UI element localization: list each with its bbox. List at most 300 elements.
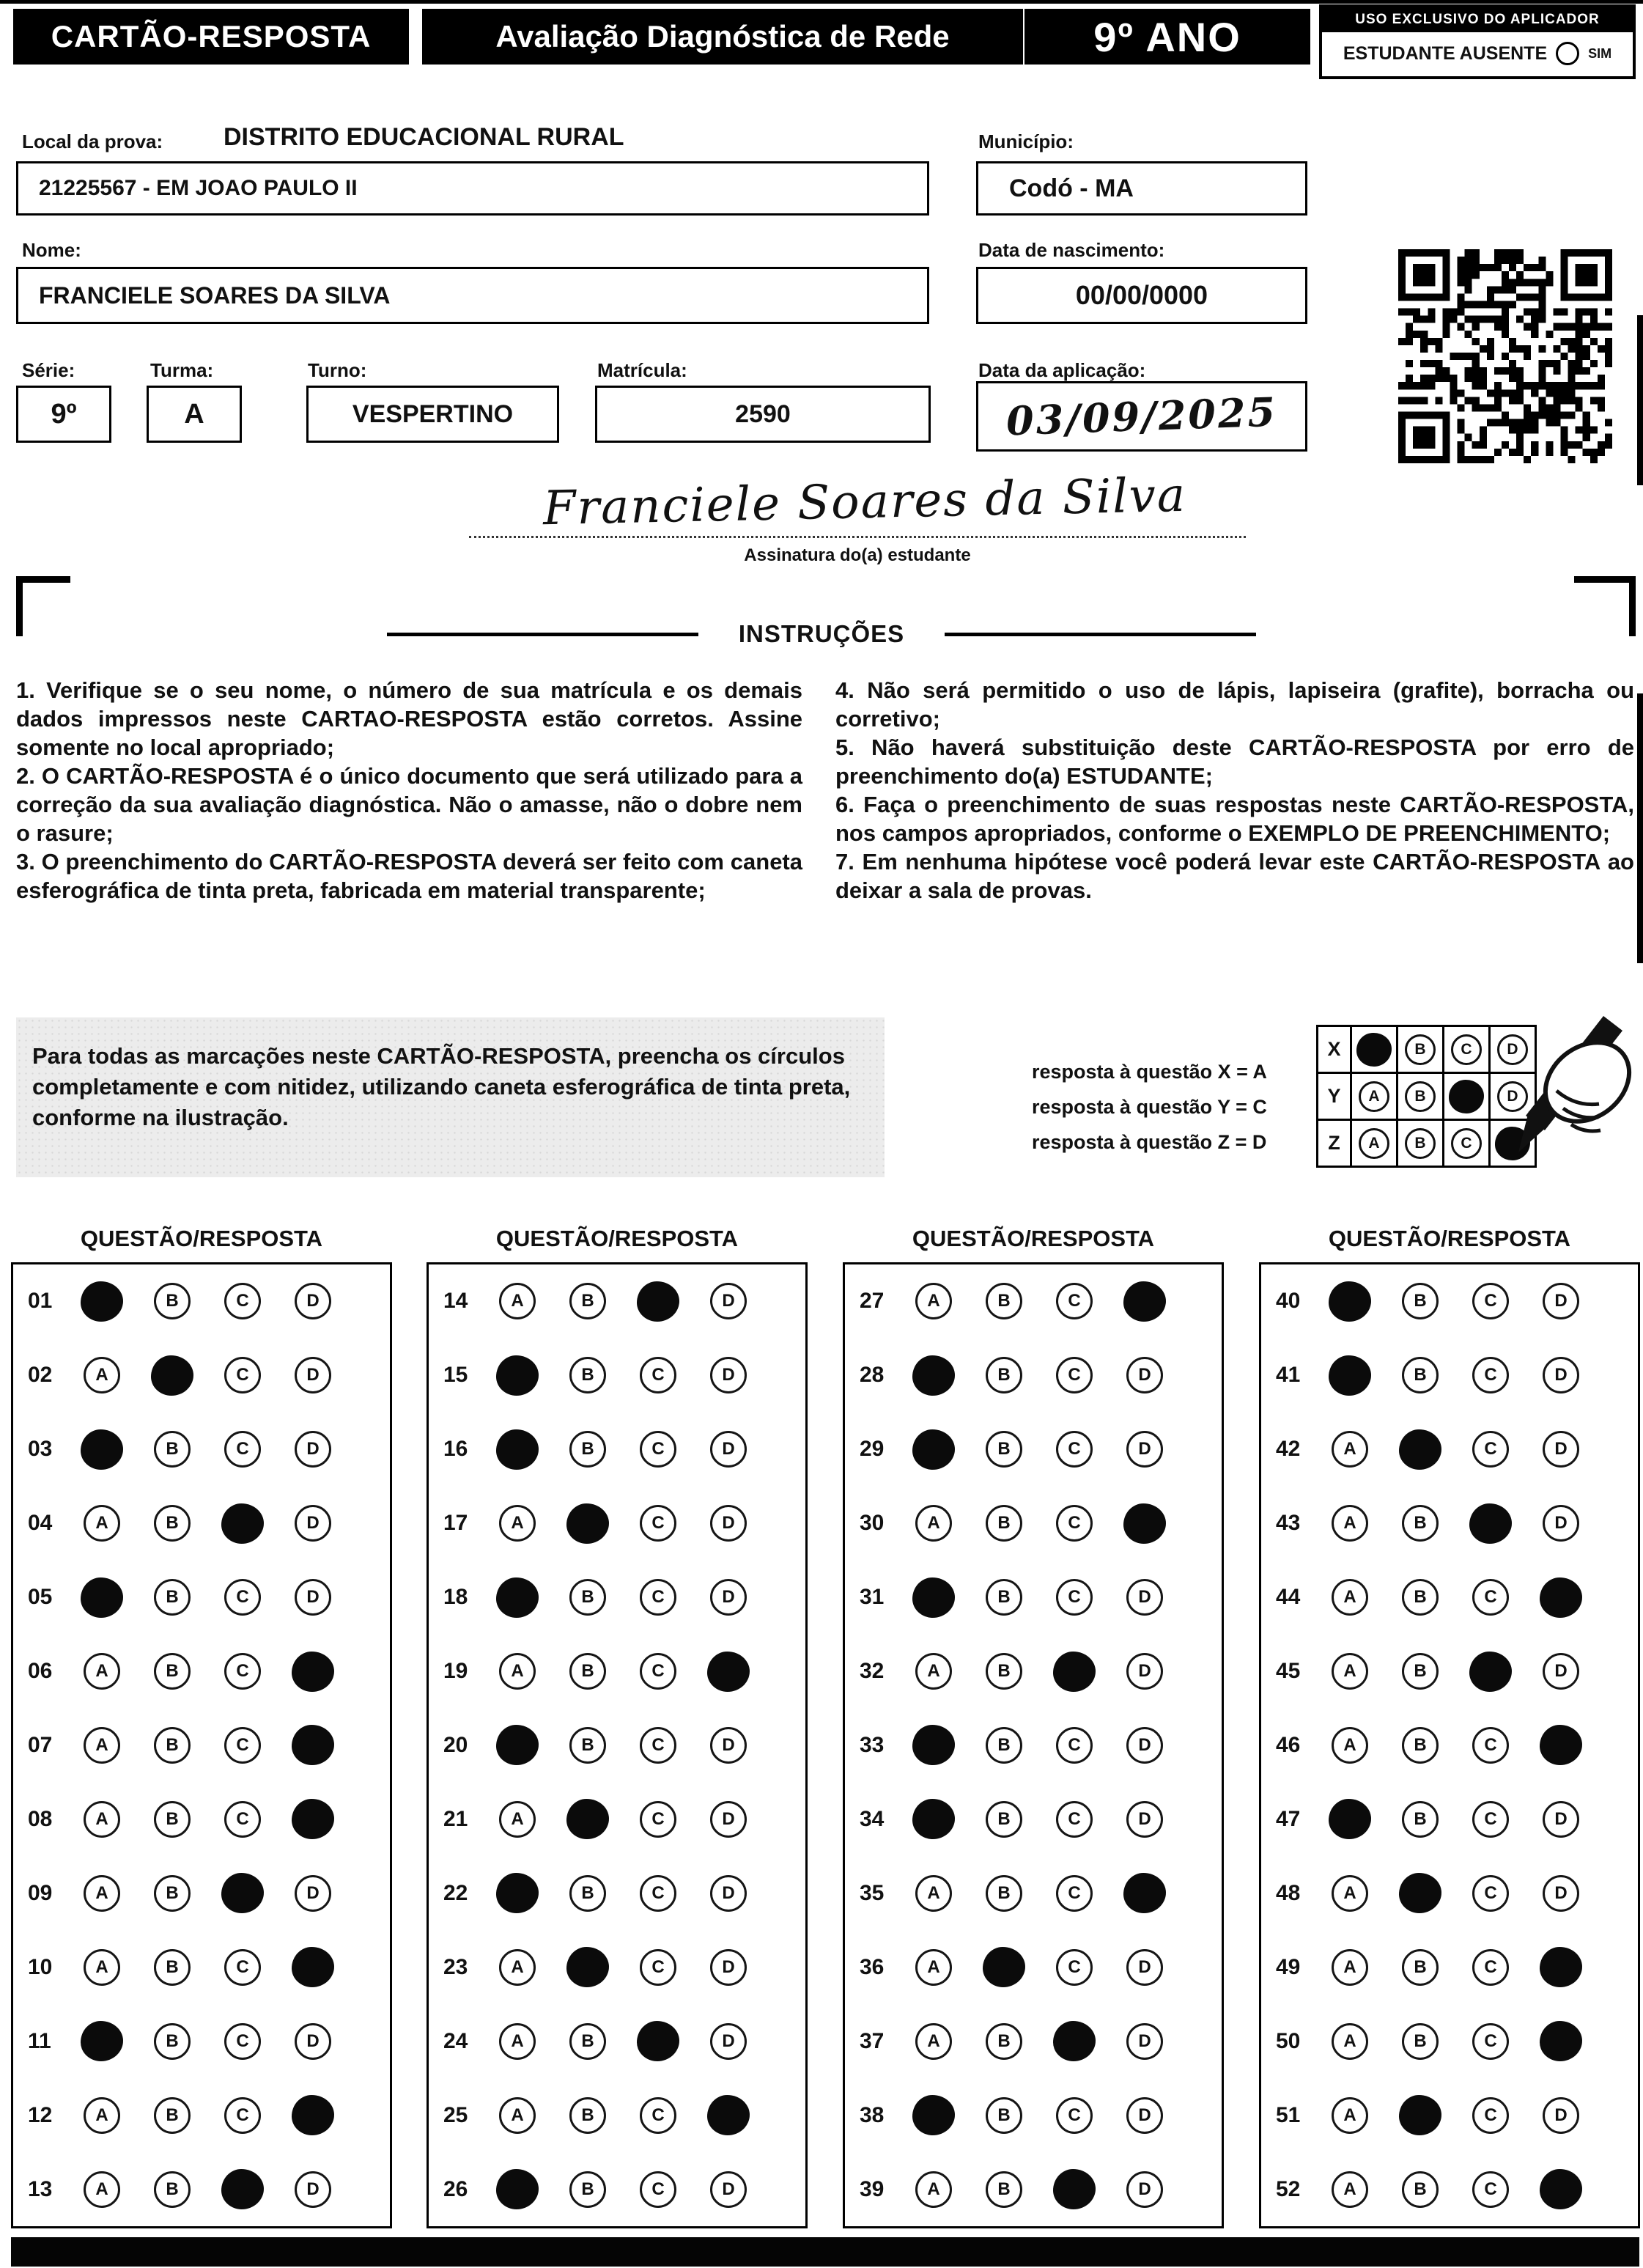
answer-bubble-38-C[interactable]: C bbox=[1056, 2097, 1093, 2134]
question-number: 05 bbox=[28, 1585, 53, 1610]
answer-bubble-31-C[interactable]: C bbox=[1056, 1579, 1093, 1616]
answer-bubble-41-B[interactable]: B bbox=[1402, 1357, 1439, 1393]
answer-bubble-47-B[interactable]: B bbox=[1402, 1801, 1439, 1838]
answer-bubble-15-D[interactable]: D bbox=[710, 1357, 747, 1393]
answer-bubble-05-B[interactable]: B bbox=[154, 1579, 191, 1616]
answer-bubble-18-C[interactable]: C bbox=[640, 1579, 676, 1616]
answer-bubble-02-B[interactable] bbox=[151, 1355, 193, 1396]
answer-bubble-16-A[interactable] bbox=[496, 1429, 539, 1470]
answer-bubble-39-B[interactable]: B bbox=[986, 2171, 1022, 2208]
answer-bubble-16-D[interactable]: D bbox=[710, 1431, 747, 1468]
answer-bubble-21-A[interactable]: A bbox=[499, 1801, 536, 1838]
answer-bubble-28-C[interactable]: C bbox=[1056, 1357, 1093, 1393]
answer-bubble-19-D[interactable] bbox=[707, 1652, 750, 1692]
answer-bubble-06-D[interactable] bbox=[292, 1652, 334, 1692]
signature-line[interactable] bbox=[469, 482, 1246, 538]
answer-bubble-03-D[interactable]: D bbox=[295, 1431, 331, 1468]
example-cell-Z-A bbox=[1352, 1121, 1398, 1168]
answer-bubble-50-C[interactable]: C bbox=[1472, 2023, 1509, 2060]
example-bubble-Y-D[interactable]: D bbox=[1497, 1081, 1528, 1112]
question-row-36 bbox=[845, 1930, 1222, 2004]
question-row-50 bbox=[1261, 2004, 1638, 2078]
answer-bubble-02-C[interactable]: C bbox=[224, 1357, 261, 1393]
answer-bubble-49-D[interactable] bbox=[1540, 1947, 1582, 1987]
matricula-label: Matrícula: bbox=[597, 359, 687, 381]
question-row-28 bbox=[845, 1339, 1222, 1413]
answer-bubble-08-D[interactable] bbox=[292, 1799, 334, 1839]
question-row-24 bbox=[429, 2004, 805, 2078]
instructions-rule-right bbox=[945, 633, 1256, 636]
question-row-03 bbox=[13, 1413, 390, 1487]
question-row-32 bbox=[845, 1635, 1222, 1709]
answer-bubble-43-A[interactable]: A bbox=[1332, 1505, 1368, 1542]
answer-bubble-30-C[interactable]: C bbox=[1056, 1505, 1093, 1542]
answer-bubble-22-D[interactable]: D bbox=[710, 1875, 747, 1912]
answer-bubble-35-D[interactable] bbox=[1123, 1873, 1166, 1913]
answer-bubble-04-B[interactable]: B bbox=[154, 1505, 191, 1542]
question-number: 35 bbox=[860, 1880, 885, 1905]
answer-bubble-06-C[interactable]: C bbox=[224, 1653, 261, 1690]
answer-bubble-03-B[interactable]: B bbox=[154, 1431, 191, 1468]
example-bubble-X-C[interactable]: C bbox=[1451, 1034, 1482, 1065]
answer-bubble-41-C[interactable]: C bbox=[1472, 1357, 1509, 1393]
answer-bubble-30-A[interactable]: A bbox=[915, 1505, 952, 1542]
answer-bubble-23-D[interactable]: D bbox=[710, 1949, 747, 1986]
question-number: 17 bbox=[443, 1511, 468, 1536]
question-number: 39 bbox=[860, 2176, 885, 2201]
answer-bubble-14-C[interactable] bbox=[637, 1281, 679, 1322]
answer-bubble-11-C[interactable]: C bbox=[224, 2023, 261, 2060]
question-number: 24 bbox=[443, 2028, 468, 2053]
answer-bubble-28-D[interactable]: D bbox=[1126, 1357, 1163, 1393]
question-row-35 bbox=[845, 1856, 1222, 1930]
absent-bubble[interactable] bbox=[1556, 42, 1579, 65]
answer-bubble-38-D[interactable]: D bbox=[1126, 2097, 1163, 2134]
example-bubble-Y-C[interactable] bbox=[1449, 1080, 1484, 1113]
answer-bubble-40-B[interactable]: B bbox=[1402, 1283, 1439, 1319]
answer-bubble-07-B[interactable]: B bbox=[154, 1727, 191, 1764]
answers-column-1 bbox=[11, 1262, 392, 2228]
answer-bubble-27-D[interactable] bbox=[1123, 1281, 1166, 1322]
answer-bubble-07-A[interactable]: A bbox=[84, 1727, 120, 1764]
answers-header-1: QUESTÃO/RESPOSTA bbox=[80, 1226, 323, 1251]
answer-bubble-36-D[interactable]: D bbox=[1126, 1949, 1163, 1986]
question-row-48 bbox=[1261, 1856, 1638, 1930]
absent-option-label: SIM bbox=[1588, 45, 1612, 61]
example-caption-x: resposta à questão X = A bbox=[1032, 1061, 1267, 1083]
example-bubble-Z-B[interactable]: B bbox=[1405, 1128, 1436, 1159]
answers-header-2: QUESTÃO/RESPOSTA bbox=[495, 1226, 739, 1251]
example-bubble-Z-A[interactable]: A bbox=[1359, 1128, 1389, 1159]
answer-bubble-10-A[interactable]: A bbox=[84, 1949, 120, 1986]
answer-bubble-10-D[interactable] bbox=[292, 1947, 334, 1987]
answer-bubble-06-B[interactable]: B bbox=[154, 1653, 191, 1690]
answer-bubble-26-C[interactable]: C bbox=[640, 2171, 676, 2208]
answer-bubble-02-A[interactable]: A bbox=[84, 1357, 120, 1393]
answer-bubble-51-A[interactable]: A bbox=[1332, 2097, 1368, 2134]
answer-bubble-09-B[interactable]: B bbox=[154, 1875, 191, 1912]
answer-bubble-09-C[interactable] bbox=[221, 1873, 264, 1913]
question-row-39 bbox=[845, 2152, 1222, 2226]
answer-bubble-46-B[interactable]: B bbox=[1402, 1727, 1439, 1764]
answer-bubble-03-A[interactable] bbox=[81, 1429, 123, 1470]
question-number: 23 bbox=[443, 1954, 468, 1979]
answer-bubble-42-C[interactable]: C bbox=[1472, 1431, 1509, 1468]
question-row-46 bbox=[1261, 1709, 1638, 1783]
answer-bubble-10-C[interactable]: C bbox=[224, 1949, 261, 1986]
answer-bubble-45-A[interactable]: A bbox=[1332, 1653, 1368, 1690]
example-bubble-X-B[interactable]: B bbox=[1405, 1034, 1436, 1065]
answer-bubble-13-D[interactable]: D bbox=[295, 2171, 331, 2208]
question-row-14 bbox=[429, 1264, 805, 1339]
answer-bubble-33-D[interactable]: D bbox=[1126, 1727, 1163, 1764]
answer-bubble-37-A[interactable]: A bbox=[915, 2023, 952, 2060]
answer-bubble-33-C[interactable]: C bbox=[1056, 1727, 1093, 1764]
answer-bubble-29-B[interactable]: B bbox=[986, 1431, 1022, 1468]
answer-bubble-09-D[interactable]: D bbox=[295, 1875, 331, 1912]
answer-bubble-46-A[interactable]: A bbox=[1332, 1727, 1368, 1764]
answer-bubble-18-D[interactable]: D bbox=[710, 1579, 747, 1616]
question-number: 02 bbox=[28, 1363, 53, 1388]
answer-bubble-44-A[interactable]: A bbox=[1332, 1579, 1368, 1616]
answer-bubble-47-D[interactable]: D bbox=[1543, 1801, 1579, 1838]
answer-bubble-43-C[interactable] bbox=[1469, 1503, 1512, 1544]
answer-bubble-50-A[interactable]: A bbox=[1332, 2023, 1368, 2060]
question-number: 29 bbox=[860, 1437, 885, 1462]
answer-bubble-17-A[interactable]: A bbox=[499, 1505, 536, 1542]
answer-bubble-28-B[interactable]: B bbox=[986, 1357, 1022, 1393]
question-row-10 bbox=[13, 1930, 390, 2004]
question-number: 07 bbox=[28, 1732, 53, 1757]
example-caption-y: resposta à questão Y = C bbox=[1032, 1096, 1267, 1118]
answer-bubble-40-A[interactable] bbox=[1329, 1281, 1371, 1322]
answer-bubble-25-D[interactable] bbox=[707, 2095, 750, 2135]
answer-bubble-12-C[interactable]: C bbox=[224, 2097, 261, 2134]
question-row-27 bbox=[845, 1264, 1222, 1339]
answer-bubble-11-D[interactable]: D bbox=[295, 2023, 331, 2060]
municipio-field: Codó - MA bbox=[976, 161, 1307, 216]
answer-bubble-21-D[interactable]: D bbox=[710, 1801, 747, 1838]
question-number: 46 bbox=[1276, 1732, 1301, 1757]
answer-bubble-49-A[interactable]: A bbox=[1332, 1949, 1368, 1986]
instruction-item-5: 5. Não haverá substituição deste CARTÃO-RESPOSTA por erro de preenchimento do(a) ESTUDANTE; bbox=[835, 734, 1634, 789]
turno-label: Turno: bbox=[308, 359, 367, 381]
answer-bubble-17-D[interactable]: D bbox=[710, 1505, 747, 1542]
answer-bubble-48-B[interactable] bbox=[1399, 1873, 1441, 1913]
question-row-37 bbox=[845, 2004, 1222, 2078]
answer-bubble-08-C[interactable]: C bbox=[224, 1801, 261, 1838]
question-row-19 bbox=[429, 1635, 805, 1709]
answer-bubble-29-C[interactable]: C bbox=[1056, 1431, 1093, 1468]
answer-bubble-18-B[interactable]: B bbox=[569, 1579, 606, 1616]
answer-bubble-38-A[interactable] bbox=[912, 2095, 955, 2135]
answer-bubble-35-C[interactable]: C bbox=[1056, 1875, 1093, 1912]
answer-bubble-52-B[interactable]: B bbox=[1402, 2171, 1439, 2208]
answer-bubble-21-B[interactable] bbox=[566, 1799, 609, 1839]
answer-bubble-04-A[interactable]: A bbox=[84, 1505, 120, 1542]
answer-bubble-20-D[interactable]: D bbox=[710, 1727, 747, 1764]
question-number: 10 bbox=[28, 1954, 53, 1979]
answer-bubble-42-D[interactable]: D bbox=[1543, 1431, 1579, 1468]
answer-bubble-47-A[interactable] bbox=[1329, 1799, 1371, 1839]
answer-bubble-13-A[interactable]: A bbox=[84, 2171, 120, 2208]
answer-bubble-41-A[interactable] bbox=[1329, 1355, 1371, 1396]
answer-bubble-19-A[interactable]: A bbox=[499, 1653, 536, 1690]
answer-bubble-34-D[interactable]: D bbox=[1126, 1801, 1163, 1838]
answer-bubble-32-A[interactable]: A bbox=[915, 1653, 952, 1690]
question-number: 01 bbox=[28, 1289, 53, 1314]
answer-bubble-23-B[interactable] bbox=[566, 1947, 609, 1987]
answer-bubble-27-B[interactable]: B bbox=[986, 1283, 1022, 1319]
answer-bubble-52-C[interactable]: C bbox=[1472, 2171, 1509, 2208]
question-number: 08 bbox=[28, 1806, 53, 1831]
answer-bubble-31-B[interactable]: B bbox=[986, 1579, 1022, 1616]
answer-bubble-46-D[interactable] bbox=[1540, 1725, 1582, 1765]
answer-bubble-03-C[interactable]: C bbox=[224, 1431, 261, 1468]
answer-bubble-49-C[interactable]: C bbox=[1472, 1949, 1509, 1986]
answer-bubble-01-A[interactable] bbox=[81, 1281, 123, 1322]
question-number: 49 bbox=[1276, 1954, 1301, 1979]
answer-bubble-25-B[interactable]: B bbox=[569, 2097, 606, 2134]
answer-bubble-24-A[interactable]: A bbox=[499, 2023, 536, 2060]
local-label: Local da prova: bbox=[22, 130, 163, 152]
answer-bubble-51-B[interactable] bbox=[1399, 2095, 1441, 2135]
aplicacao-handwritten-date: 03/09/2025 bbox=[1005, 388, 1279, 445]
answer-bubble-33-A[interactable] bbox=[912, 1725, 955, 1765]
answer-bubble-11-A[interactable] bbox=[81, 2021, 123, 2061]
question-row-08 bbox=[13, 1782, 390, 1856]
answer-bubble-44-B[interactable]: B bbox=[1402, 1579, 1439, 1616]
example-bubble-X-A[interactable] bbox=[1356, 1033, 1392, 1067]
answer-bubble-45-B[interactable]: B bbox=[1402, 1653, 1439, 1690]
question-number: 38 bbox=[860, 2102, 885, 2127]
answer-bubble-08-B[interactable]: B bbox=[154, 1801, 191, 1838]
answer-bubble-04-C[interactable] bbox=[221, 1503, 264, 1544]
answer-bubble-44-D[interactable] bbox=[1540, 1577, 1582, 1618]
answer-bubble-07-C[interactable]: C bbox=[224, 1727, 261, 1764]
example-cell-Y-C bbox=[1444, 1074, 1491, 1121]
answer-bubble-45-D[interactable]: D bbox=[1543, 1653, 1579, 1690]
instructions-header bbox=[0, 620, 1643, 648]
question-row-42 bbox=[1261, 1413, 1638, 1487]
answer-bubble-15-B[interactable]: B bbox=[569, 1357, 606, 1393]
answer-bubble-18-A[interactable] bbox=[496, 1577, 539, 1618]
question-number: 32 bbox=[860, 1659, 885, 1684]
nome-label: Nome: bbox=[22, 239, 81, 261]
answer-bubble-05-A[interactable] bbox=[81, 1577, 123, 1618]
question-number: 15 bbox=[443, 1363, 468, 1388]
answer-bubble-30-D[interactable] bbox=[1123, 1503, 1166, 1544]
answer-bubble-14-A[interactable]: A bbox=[499, 1283, 536, 1319]
answer-bubble-37-B[interactable]: B bbox=[986, 2023, 1022, 2060]
answer-bubble-36-B[interactable] bbox=[983, 1947, 1025, 1987]
question-number: 31 bbox=[860, 1585, 885, 1610]
answer-bubble-32-D[interactable]: D bbox=[1126, 1653, 1163, 1690]
answer-bubble-04-D[interactable]: D bbox=[295, 1505, 331, 1542]
answer-bubble-48-C[interactable]: C bbox=[1472, 1875, 1509, 1912]
question-row-38 bbox=[845, 2078, 1222, 2152]
answer-bubble-10-B[interactable]: B bbox=[154, 1949, 191, 1986]
answer-bubble-51-D[interactable]: D bbox=[1543, 2097, 1579, 2134]
turno-field: VESPERTINO bbox=[306, 386, 559, 443]
question-row-20 bbox=[429, 1709, 805, 1783]
answer-bubble-36-A[interactable]: A bbox=[915, 1949, 952, 1986]
answer-bubble-01-D[interactable]: D bbox=[295, 1283, 331, 1319]
answer-bubble-01-C[interactable]: C bbox=[224, 1283, 261, 1319]
answer-bubble-28-A[interactable] bbox=[912, 1355, 955, 1396]
answer-bubble-15-A[interactable] bbox=[496, 1355, 539, 1396]
answer-bubble-42-A[interactable]: A bbox=[1332, 1431, 1368, 1468]
question-number: 21 bbox=[443, 1806, 468, 1831]
answer-bubble-02-D[interactable]: D bbox=[295, 1357, 331, 1393]
answer-bubble-07-D[interactable] bbox=[292, 1725, 334, 1765]
question-row-25 bbox=[429, 2078, 805, 2152]
answer-bubble-50-D[interactable] bbox=[1540, 2021, 1582, 2061]
answer-bubble-15-C[interactable]: C bbox=[640, 1357, 676, 1393]
answer-bubble-37-C[interactable] bbox=[1053, 2021, 1096, 2061]
answer-bubble-24-C[interactable] bbox=[637, 2021, 679, 2061]
answer-bubble-40-C[interactable]: C bbox=[1472, 1283, 1509, 1319]
answer-bubble-37-D[interactable]: D bbox=[1126, 2023, 1163, 2060]
answer-bubble-05-C[interactable]: C bbox=[224, 1579, 261, 1616]
answer-bubble-14-B[interactable]: B bbox=[569, 1283, 606, 1319]
aplicador-box bbox=[1319, 4, 1636, 79]
answer-bubble-46-C[interactable]: C bbox=[1472, 1727, 1509, 1764]
answer-bubble-24-D[interactable]: D bbox=[710, 2023, 747, 2060]
answer-bubble-21-C[interactable]: C bbox=[640, 1801, 676, 1838]
answer-bubble-13-B[interactable]: B bbox=[154, 2171, 191, 2208]
answer-bubble-22-C[interactable]: C bbox=[640, 1875, 676, 1912]
answer-bubble-27-C[interactable]: C bbox=[1056, 1283, 1093, 1319]
question-number: 52 bbox=[1276, 2176, 1301, 2201]
answer-bubble-44-C[interactable]: C bbox=[1472, 1579, 1509, 1616]
answer-bubble-40-D[interactable]: D bbox=[1543, 1283, 1579, 1319]
answer-bubble-22-B[interactable]: B bbox=[569, 1875, 606, 1912]
answer-bubble-43-D[interactable]: D bbox=[1543, 1505, 1579, 1542]
example-bubble-Z-C[interactable]: C bbox=[1451, 1128, 1482, 1159]
question-number: 42 bbox=[1276, 1437, 1301, 1462]
question-number: 45 bbox=[1276, 1659, 1301, 1684]
answer-bubble-16-C[interactable]: C bbox=[640, 1431, 676, 1468]
answer-bubble-16-B[interactable]: B bbox=[569, 1431, 606, 1468]
answer-bubble-39-D[interactable]: D bbox=[1126, 2171, 1163, 2208]
answer-bubble-30-B[interactable]: B bbox=[986, 1505, 1022, 1542]
answer-bubble-34-B[interactable]: B bbox=[986, 1801, 1022, 1838]
answer-bubble-34-A[interactable] bbox=[912, 1799, 955, 1839]
question-row-43 bbox=[1261, 1487, 1638, 1561]
right-edge-line-bottom bbox=[1637, 693, 1643, 963]
answer-bubble-26-A[interactable] bbox=[496, 2169, 539, 2209]
sheet-title: CARTÃO-RESPOSTA bbox=[13, 9, 409, 65]
answer-bubble-01-B[interactable]: B bbox=[154, 1283, 191, 1319]
answer-bubble-43-B[interactable]: B bbox=[1402, 1505, 1439, 1542]
answer-bubble-19-C[interactable]: C bbox=[640, 1653, 676, 1690]
question-number: 25 bbox=[443, 2102, 468, 2127]
answer-bubble-32-C[interactable] bbox=[1053, 1652, 1096, 1692]
answer-bubble-38-B[interactable]: B bbox=[986, 2097, 1022, 2134]
answer-bubble-13-C[interactable] bbox=[221, 2169, 264, 2209]
answer-bubble-48-A[interactable]: A bbox=[1332, 1875, 1368, 1912]
question-row-05 bbox=[13, 1561, 390, 1635]
answer-bubble-42-B[interactable] bbox=[1399, 1429, 1441, 1470]
answer-bubble-22-A[interactable] bbox=[496, 1873, 539, 1913]
answer-bubble-25-A[interactable]: A bbox=[499, 2097, 536, 2134]
example-bubble-X-D[interactable]: D bbox=[1497, 1034, 1528, 1065]
question-number: 41 bbox=[1276, 1363, 1301, 1388]
answer-bubble-49-B[interactable]: B bbox=[1402, 1949, 1439, 1986]
answer-bubble-39-A[interactable]: A bbox=[915, 2171, 952, 2208]
answer-bubble-12-A[interactable]: A bbox=[84, 2097, 120, 2134]
question-number: 22 bbox=[443, 1880, 468, 1905]
answer-bubble-20-C[interactable]: C bbox=[640, 1727, 676, 1764]
answer-bubble-32-B[interactable]: B bbox=[986, 1653, 1022, 1690]
answer-bubble-33-B[interactable]: B bbox=[986, 1727, 1022, 1764]
answer-bubble-24-B[interactable]: B bbox=[569, 2023, 606, 2060]
aplicador-title: USO EXCLUSIVO DO APLICADOR bbox=[1322, 7, 1633, 32]
answer-bubble-26-D[interactable]: D bbox=[710, 2171, 747, 2208]
fill-note: Para todas as marcações neste CARTÃO-RESPOSTA, preencha os círculos completamente e com nitidez, utilizando caneta esferográfica de tinta preta, conforme na ilustração. bbox=[32, 1043, 851, 1130]
answer-bubble-26-B[interactable]: B bbox=[569, 2171, 606, 2208]
answer-bubble-06-A[interactable]: A bbox=[84, 1653, 120, 1690]
answer-bubble-35-B[interactable]: B bbox=[986, 1875, 1022, 1912]
answer-bubble-45-C[interactable] bbox=[1469, 1652, 1512, 1692]
answer-bubble-05-D[interactable]: D bbox=[295, 1579, 331, 1616]
answer-bubble-20-A[interactable] bbox=[496, 1725, 539, 1765]
answer-bubble-25-C[interactable]: C bbox=[640, 2097, 676, 2134]
question-row-45 bbox=[1261, 1635, 1638, 1709]
answer-bubble-12-D[interactable] bbox=[292, 2095, 334, 2135]
answer-bubble-17-C[interactable]: C bbox=[640, 1505, 676, 1542]
answer-bubble-23-C[interactable]: C bbox=[640, 1949, 676, 1986]
answer-bubble-19-B[interactable]: B bbox=[569, 1653, 606, 1690]
answer-bubble-27-A[interactable]: A bbox=[915, 1283, 952, 1319]
answer-bubble-31-A[interactable] bbox=[912, 1577, 955, 1618]
answer-bubble-29-A[interactable] bbox=[912, 1429, 955, 1470]
question-number: 13 bbox=[28, 2176, 53, 2201]
example-cell-Z-B bbox=[1398, 1121, 1444, 1168]
answer-bubble-39-C[interactable] bbox=[1053, 2169, 1096, 2209]
example-row-label-Y: Y bbox=[1318, 1074, 1352, 1121]
answer-bubble-11-B[interactable]: B bbox=[154, 2023, 191, 2060]
answer-bubble-52-D[interactable] bbox=[1540, 2169, 1582, 2209]
answer-bubble-35-A[interactable]: A bbox=[915, 1875, 952, 1912]
bottom-edge-bar bbox=[11, 2237, 1639, 2267]
turma-label: Turma: bbox=[150, 359, 214, 381]
grade-badge: 9º ANO bbox=[1024, 9, 1310, 65]
answer-bubble-34-C[interactable]: C bbox=[1056, 1801, 1093, 1838]
answer-bubble-08-A[interactable]: A bbox=[84, 1801, 120, 1838]
answer-bubble-29-D[interactable]: D bbox=[1126, 1431, 1163, 1468]
answer-bubble-41-D[interactable]: D bbox=[1543, 1357, 1579, 1393]
instruction-item-6: 6. Faça o preenchimento de suas respostas neste CARTÃO-RESPOSTA, nos campos apropriados, conforme o EXEMPLO DE PREENCHIMENTO; bbox=[835, 792, 1634, 846]
answer-bubble-31-D[interactable]: D bbox=[1126, 1579, 1163, 1616]
answer-bubble-51-C[interactable]: C bbox=[1472, 2097, 1509, 2134]
top-edge-line bbox=[0, 0, 1643, 4]
answer-bubble-50-B[interactable]: B bbox=[1402, 2023, 1439, 2060]
answer-bubble-09-A[interactable]: A bbox=[84, 1875, 120, 1912]
answer-bubble-20-B[interactable]: B bbox=[569, 1727, 606, 1764]
example-bubble-Y-B[interactable]: B bbox=[1405, 1081, 1436, 1112]
answer-bubble-23-A[interactable]: A bbox=[499, 1949, 536, 1986]
answer-bubble-36-C[interactable]: C bbox=[1056, 1949, 1093, 1986]
answer-bubble-47-C[interactable]: C bbox=[1472, 1801, 1509, 1838]
answer-bubble-17-B[interactable] bbox=[566, 1503, 609, 1544]
answer-bubble-14-D[interactable]: D bbox=[710, 1283, 747, 1319]
answer-bubble-12-B[interactable]: B bbox=[154, 2097, 191, 2134]
answer-bubble-52-A[interactable]: A bbox=[1332, 2171, 1368, 2208]
answer-bubble-48-D[interactable]: D bbox=[1543, 1875, 1579, 1912]
example-bubble-Y-A[interactable]: A bbox=[1359, 1081, 1389, 1112]
